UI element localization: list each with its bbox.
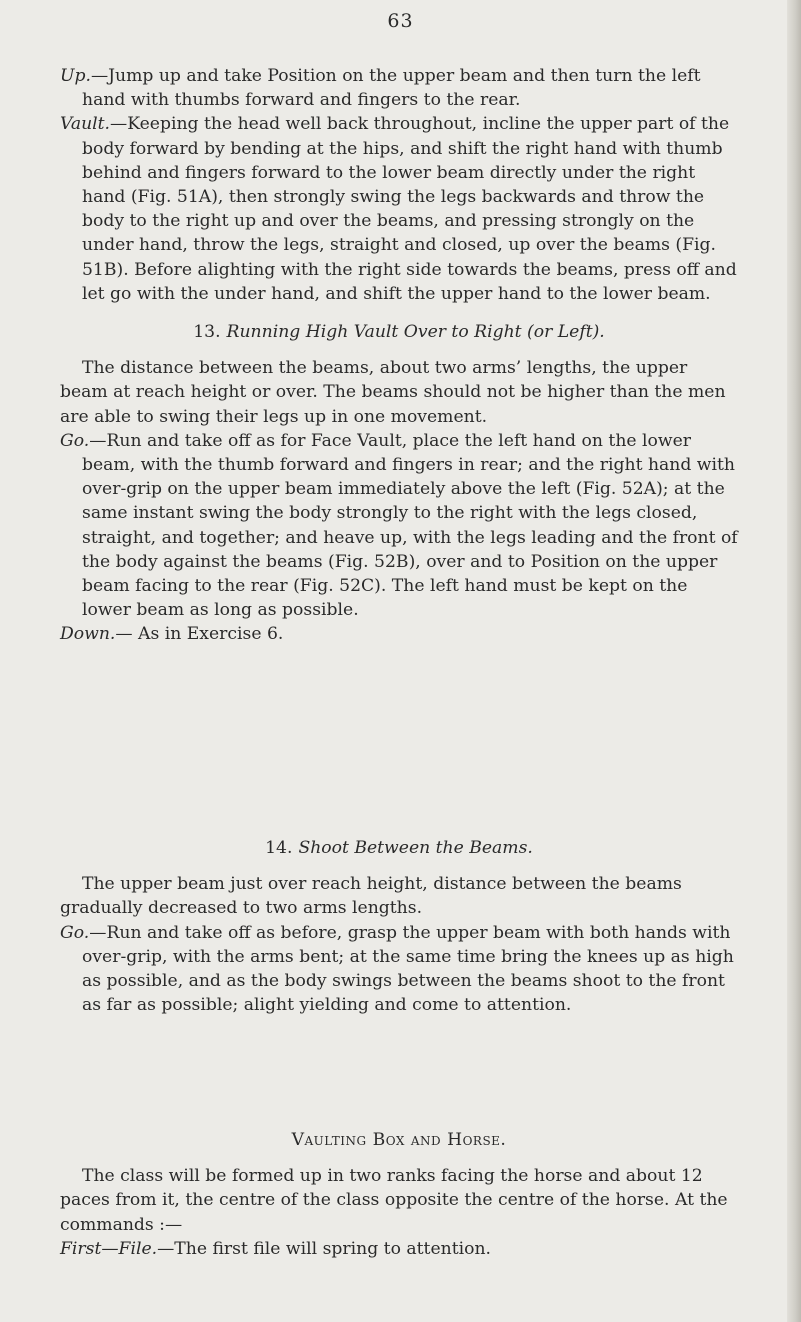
section-13-intro: The distance between the beams, about two arms’ lengths, the upper beam at reach height or over. The beams should not be higher than the men are able to swing their legs up in one movement. [60,358,726,427]
section-13-number: 13. [193,322,221,342]
vaulting-intro: The class will be formed up in two ranks facing the horse and about 12 paces from it, the centre of the class opposite the centre of the horse. At the commands :— [60,1166,728,1235]
body-text [60,64,738,306]
section-13-down [60,622,738,646]
vaulting-heading: Vaulting Box and Horse. [291,1130,507,1150]
section-14-title: Shoot Between the Beams. [298,838,533,858]
command-text-vault: —Keeping the head well back throughout, incline the upper part of the body forward by bending at the hips, and shift the right hand with thumb behind and fingers forward to the lower beam directly under the right hand (Fig. 51A), then strongly swing the legs backwards and throw the body to the right up and over the beams, and pressing strongly on the under hand, throw the legs, straight and closed, up over the beams (Fig. 51B). Before alighting with the right side towards the beams, press off and let go with the under hand, and shift the upper hand to the lower beam. [82,114,737,304]
vaulting-first-file-label: First—File. [60,1238,158,1259]
vaulting-first-file [60,1237,738,1261]
vaulting-first-file-text: —The first file will spring to attention. [157,1238,491,1259]
section-vaulting [60,1128,738,1261]
section-14-go-text: —Run and take off as before, grasp the upper beam with both hands with over-grip, with the arms bent; at the same time bring the knees up as high as possible, and as the body swings between the beams shoot to the front as far as possible; alight yielding and come to attention. [82,922,734,1016]
page-edge [787,0,801,1322]
section-14 [60,836,738,1017]
section-13-go [60,429,738,623]
section-14-heading [60,836,738,860]
section-13-title: Running High Vault Over to Right (or Left). [226,322,605,342]
command-text-up: —Jump up and take Position on the upper beam and then turn the left hand with thumbs forward and fingers to the rear. [82,66,701,111]
section-13-go-text: —Run and take off as for Face Vault, place the left hand on the lower beam, with the thumb forward and fingers in rear; and the right hand with over-grip on the upper beam immediately above the left (Fig. 52A); at the same instant swing the body strongly to the right with the legs closed, straight, and together; and heave up, with the legs leading and the front of the body against the beams (Fig. 52B), over and to Position on the upper beam facing to the rear (Fig. 52C). The left hand must be kept on the lower beam as long as possible. [82,430,738,621]
section-13-go-label: Go. [60,430,90,451]
command-label-vault: Vault. [60,114,111,135]
section-13 [60,320,738,647]
section-13-down-text: — As in Exercise 6. [115,624,284,645]
section-14-go-label: Go. [60,922,90,943]
section-14-go [60,921,738,1018]
section-14-intro: The upper beam just over reach height, distance between the beams gradually decreased to two arms lengths. [60,874,682,919]
section-13-down-label: Down. [60,624,116,645]
paragraph-vault [60,112,738,306]
section-14-number: 14. [265,838,293,858]
paragraph-up [60,64,738,112]
section-13-heading [60,320,738,344]
page-number: 63 [387,10,414,32]
command-label-up: Up. [60,66,91,86]
